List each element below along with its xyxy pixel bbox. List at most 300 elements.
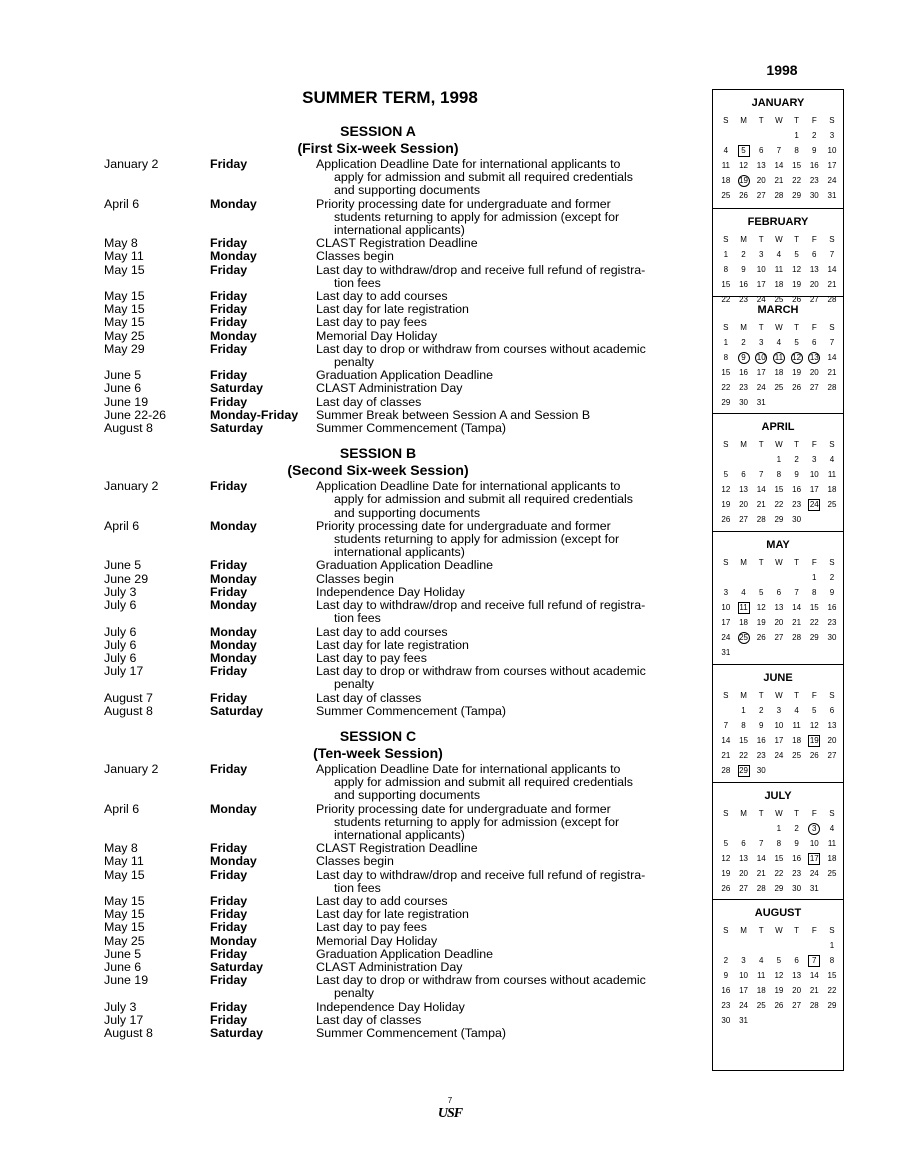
calendar-day-boxed: 24 — [809, 500, 819, 509]
event-weekday: Monday-Friday — [210, 407, 299, 422]
calendar-day: 14 — [721, 736, 731, 745]
calendar-month — [713, 90, 843, 208]
month-name: JANUARY — [751, 97, 805, 109]
calendar-day: 1 — [794, 131, 799, 140]
calendar-month — [713, 296, 843, 413]
event-date: May 8 — [104, 841, 138, 856]
calendar-month — [713, 208, 843, 304]
calendar-day-circled: 13 — [809, 353, 819, 362]
calendar-day: 3 — [758, 338, 764, 347]
event-date: April 6 — [104, 196, 140, 211]
calendar-day: 27 — [756, 191, 766, 200]
schedule-row — [104, 1027, 694, 1040]
calendar-day: 26 — [721, 515, 731, 524]
weekday-header: S — [829, 116, 835, 125]
weekday-header: S — [829, 926, 835, 935]
event-date: June 5 — [104, 558, 142, 573]
schedule-row — [104, 639, 694, 652]
empty-day — [805, 938, 823, 953]
weekday-header: T — [794, 558, 800, 567]
month-grid — [717, 232, 839, 307]
calendar-day: 30 — [721, 1016, 731, 1025]
calendar-day: 31 — [756, 398, 766, 407]
calendar-sidebar — [712, 89, 844, 1071]
month-grid — [717, 806, 839, 896]
calendar-day: 27 — [827, 751, 837, 760]
schedule-row — [104, 692, 694, 705]
calendar-day: 26 — [792, 383, 802, 392]
weekday-header: T — [758, 809, 764, 818]
schedule-row — [104, 948, 694, 961]
calendar-day: 30 — [792, 884, 802, 893]
schedule-row — [104, 842, 694, 855]
session-title: SESSION A — [340, 123, 416, 139]
calendar-day: 18 — [721, 176, 731, 185]
calendar-day: 11 — [774, 265, 784, 274]
calendar-day: 19 — [792, 280, 802, 289]
schedule-row — [104, 935, 694, 948]
event-description: Classes begin — [316, 571, 394, 586]
event-weekday: Friday — [210, 157, 248, 171]
weekday-header: M — [740, 440, 747, 449]
empty-day — [752, 128, 770, 143]
calendar-day: 23 — [739, 295, 748, 304]
weekday-header: W — [775, 116, 783, 125]
event-description: Application Deadline Date for international applicants to apply for admission and submit all required credentials and supporting documents — [316, 157, 633, 198]
event-description: Summer Break between Session A and Session B — [316, 407, 591, 422]
calendar-day: 13 — [792, 971, 802, 980]
calendar-day: 4 — [829, 455, 835, 464]
calendar-day: 22 — [721, 295, 731, 304]
event-weekday: Friday — [210, 973, 248, 988]
weekday-header: M — [740, 558, 747, 567]
event-description: Last day to pay fees — [316, 920, 427, 935]
empty-day — [735, 821, 753, 836]
calendar-day: 7 — [794, 588, 799, 597]
calendar-month — [713, 782, 843, 899]
schedule-row — [104, 330, 694, 343]
calendar-day: 3 — [723, 588, 729, 597]
event-date: June 5 — [104, 946, 142, 961]
empty-day — [735, 128, 753, 143]
weekday-header: T — [794, 440, 800, 449]
weekday-header: S — [829, 323, 835, 332]
event-weekday: Saturday — [210, 703, 264, 718]
calendar-day: 7 — [723, 721, 729, 730]
empty-day — [770, 938, 788, 953]
calendar-day: 16 — [792, 485, 802, 494]
calendar-day: 10 — [774, 721, 784, 730]
empty-day — [752, 821, 770, 836]
calendar-day: 23 — [792, 869, 802, 878]
schedule-row — [104, 422, 694, 435]
calendar-day: 20 — [792, 986, 802, 995]
calendar-day: 21 — [756, 500, 766, 509]
month-grid — [717, 113, 839, 203]
calendar-day: 12 — [774, 971, 784, 980]
calendar-day: 14 — [809, 971, 819, 980]
empty-day — [770, 570, 788, 585]
schedule-row — [104, 343, 694, 369]
event-date: May 15 — [104, 262, 145, 277]
calendar-day: 17 — [739, 986, 748, 995]
event-date: July 17 — [104, 664, 144, 679]
event-description: Last day to pay fees — [316, 650, 427, 665]
session-section — [104, 445, 694, 718]
calendar-day: 14 — [756, 854, 766, 863]
calendar-day: 19 — [774, 986, 784, 995]
event-description: Last day for late registration — [316, 302, 469, 317]
empty-day — [735, 938, 753, 953]
event-weekday: Monday — [210, 328, 257, 343]
calendar-day: 14 — [827, 353, 837, 362]
schedule-row — [104, 974, 694, 1000]
calendar-day-boxed: 17 — [809, 854, 819, 863]
event-date: May 8 — [104, 236, 138, 251]
calendar-day: 20 — [809, 280, 819, 289]
calendar-day: 6 — [741, 839, 746, 848]
calendar-day: 25 — [774, 383, 784, 392]
calendar-day: 4 — [794, 706, 799, 715]
schedule-row — [104, 559, 694, 572]
empty-day — [788, 570, 806, 585]
calendar-day-circled: 12 — [792, 353, 802, 362]
event-description: Summer Commencement (Tampa) — [316, 421, 507, 436]
schedule-row — [104, 855, 694, 868]
calendar-day-boxed: 29 — [739, 766, 748, 775]
event-weekday: Friday — [210, 664, 248, 679]
calendar-day-circled: 11 — [774, 353, 784, 362]
calendar-day: 27 — [792, 1001, 802, 1010]
calendar-day: 28 — [721, 766, 731, 775]
weekday-header: T — [794, 926, 800, 935]
weekday-header: S — [829, 235, 835, 244]
calendar-day: 14 — [756, 485, 766, 494]
calendar-day-circled: 19 — [739, 176, 748, 185]
calendar-day: 11 — [721, 161, 730, 170]
session-subtitle: (Ten-week Session) — [313, 744, 443, 761]
event-description: Graduation Application Deadline — [316, 558, 494, 573]
calendar-day: 9 — [829, 588, 835, 597]
calendar-day: 19 — [792, 368, 802, 377]
calendar-day: 26 — [809, 751, 819, 760]
calendar-day: 25 — [774, 295, 784, 304]
calendar-day: 9 — [794, 470, 799, 479]
calendar-month — [713, 899, 843, 1047]
calendar-day: 6 — [758, 146, 764, 155]
event-weekday: Saturday — [210, 381, 264, 396]
calendar-day: 5 — [794, 250, 799, 259]
schedule-row — [104, 921, 694, 934]
calendar-day: 29 — [774, 884, 784, 893]
event-weekday: Friday — [210, 867, 248, 882]
event-description: Last day to withdraw/drop and receive full refund of registra- tion fees — [316, 867, 646, 895]
weekday-header: T — [794, 809, 800, 818]
event-description: Graduation Application Deadline — [316, 368, 494, 383]
calendar-day: 30 — [809, 191, 819, 200]
calendar-day: 17 — [756, 368, 766, 377]
calendar-day: 6 — [776, 588, 782, 597]
event-description: Last day of classes — [316, 394, 422, 409]
calendar-day: 23 — [721, 1001, 731, 1010]
event-weekday: Friday — [210, 584, 248, 599]
calendar-day: 30 — [756, 766, 766, 775]
event-weekday: Monday — [210, 854, 257, 869]
calendar-day: 12 — [721, 854, 731, 863]
calendar-day: 2 — [758, 706, 764, 715]
calendar-day: 4 — [741, 588, 746, 597]
calendar-day: 8 — [776, 470, 782, 479]
schedule-row — [104, 1014, 694, 1027]
calendar-day: 12 — [792, 265, 802, 274]
calendar-day: 16 — [721, 986, 731, 995]
calendar-day: 16 — [739, 368, 748, 377]
calendar-day: 20 — [774, 618, 784, 627]
event-weekday: Monday — [210, 196, 257, 211]
event-description: Last day to add courses — [316, 893, 448, 908]
calendar-day: 7 — [829, 250, 835, 259]
calendar-day: 24 — [774, 751, 784, 760]
calendar-day: 15 — [721, 368, 731, 377]
calendar-day: 13 — [739, 854, 748, 863]
calendar-day: 5 — [794, 338, 799, 347]
event-description: Memorial Day Holiday — [316, 328, 438, 343]
calendar-day-boxed: 11 — [739, 603, 748, 612]
calendar-day: 17 — [809, 485, 819, 494]
calendar-day: 14 — [827, 265, 837, 274]
event-weekday: Monday — [210, 518, 257, 533]
calendar-day: 22 — [774, 869, 784, 878]
calendar-day: 10 — [739, 971, 748, 980]
event-weekday: Friday — [210, 761, 248, 776]
event-date: April 6 — [104, 518, 140, 533]
schedule-row — [104, 705, 694, 718]
calendar-day: 31 — [739, 1016, 748, 1025]
event-weekday: Monday — [210, 650, 257, 665]
calendar-day: 29 — [792, 191, 802, 200]
weekday-header: M — [740, 926, 747, 935]
weekday-header: T — [758, 116, 764, 125]
event-description: Graduation Application Deadline — [316, 946, 494, 961]
event-weekday: Friday — [210, 1012, 248, 1027]
calendar-day: 6 — [829, 706, 835, 715]
calendar-day: 18 — [774, 280, 784, 289]
page-year: 1998 — [766, 62, 798, 78]
calendar-day: 26 — [721, 884, 731, 893]
calendar-day: 20 — [739, 500, 748, 509]
calendar-day: 13 — [739, 485, 748, 494]
session-section — [104, 123, 694, 435]
schedule-row — [104, 480, 694, 520]
session-subtitle: (Second Six-week Session) — [287, 462, 469, 479]
calendar-day: 8 — [794, 146, 799, 155]
schedule-content — [104, 123, 694, 1040]
empty-day — [770, 128, 788, 143]
calendar-day: 1 — [741, 706, 746, 715]
event-description: Last day for late registration — [316, 637, 469, 652]
weekday-header: S — [829, 440, 835, 449]
schedule-row — [104, 1001, 694, 1014]
calendar-day: 15 — [809, 603, 819, 612]
calendar-day: 17 — [756, 280, 766, 289]
calendar-day: 27 — [809, 295, 819, 304]
calendar-day: 23 — [809, 176, 819, 185]
weekday-header: F — [811, 691, 817, 700]
calendar-day: 25 — [721, 191, 731, 200]
calendar-day: 10 — [827, 146, 837, 155]
calendar-day: 3 — [741, 956, 746, 965]
month-grid — [717, 320, 839, 410]
calendar-day: 5 — [776, 956, 782, 965]
event-weekday: Friday — [210, 262, 248, 277]
calendar-day: 6 — [812, 338, 817, 347]
calendar-day: 30 — [739, 398, 748, 407]
schedule-row — [104, 869, 694, 895]
weekday-header: F — [811, 235, 817, 244]
weekday-header: W — [775, 691, 783, 700]
event-weekday: Friday — [210, 690, 248, 705]
event-weekday: Friday — [210, 341, 248, 356]
event-weekday: Friday — [210, 841, 248, 856]
schedule-row — [104, 573, 694, 586]
empty-day — [717, 452, 735, 467]
month-name: MAY — [766, 539, 790, 551]
calendar-day: 27 — [809, 383, 819, 392]
calendar-day: 25 — [756, 1001, 766, 1010]
event-date: January 2 — [104, 761, 159, 776]
empty-day — [735, 452, 753, 467]
empty-day — [752, 938, 770, 953]
event-date: May 15 — [104, 920, 145, 935]
calendar-day: 3 — [758, 250, 764, 259]
schedule-row — [104, 382, 694, 395]
calendar-day: 1 — [829, 941, 835, 950]
event-weekday: Friday — [210, 394, 248, 409]
schedule-row — [104, 316, 694, 329]
calendar-day: 6 — [741, 470, 746, 479]
month-grid — [717, 437, 839, 527]
calendar-day: 17 — [827, 161, 837, 170]
empty-day — [717, 128, 735, 143]
event-description: Last day to withdraw/drop and receive full refund of registra- tion fees — [316, 598, 646, 626]
calendar-day: 2 — [741, 250, 746, 259]
weekday-header: S — [723, 809, 729, 818]
event-weekday: Monday — [210, 624, 257, 639]
weekday-header: T — [794, 323, 800, 332]
calendar-day: 23 — [756, 751, 766, 760]
weekday-header: M — [740, 116, 747, 125]
weekday-header: W — [775, 558, 783, 567]
event-weekday: Friday — [210, 315, 248, 330]
weekday-header: S — [723, 691, 729, 700]
calendar-day: 28 — [756, 515, 766, 524]
calendar-day: 3 — [829, 131, 835, 140]
calendar-day: 18 — [756, 986, 766, 995]
event-weekday: Friday — [210, 368, 248, 383]
calendar-day: 14 — [792, 603, 802, 612]
calendar-day: 20 — [827, 736, 837, 745]
calendar-day: 12 — [721, 485, 731, 494]
calendar-day: 23 — [792, 500, 802, 509]
calendar-day-boxed: 7 — [805, 953, 823, 968]
calendar-day: 5 — [758, 588, 764, 597]
calendar-day: 21 — [721, 751, 731, 760]
calendar-day: 16 — [809, 161, 819, 170]
calendar-day: 15 — [792, 161, 802, 170]
event-description: Application Deadline Date for international applicants to apply for admission and submit all required credentials and supporting documents — [316, 479, 633, 520]
calendar-day-boxed: 19 — [809, 736, 819, 745]
event-weekday: Friday — [210, 558, 248, 573]
event-description: Summer Commencement (Tampa) — [316, 703, 507, 718]
event-weekday: Friday — [210, 999, 248, 1014]
calendar-day: 6 — [794, 956, 799, 965]
month-grid — [717, 923, 839, 1028]
month-grid — [717, 688, 839, 778]
weekday-header: W — [775, 926, 783, 935]
event-date: August 8 — [104, 703, 153, 718]
calendar-day: 31 — [827, 191, 837, 200]
calendar-day: 17 — [774, 736, 784, 745]
weekday-header: T — [758, 926, 764, 935]
session-title: SESSION B — [339, 445, 417, 462]
event-weekday: Friday — [210, 289, 248, 304]
calendar-day: 26 — [756, 633, 766, 642]
event-description: Priority processing date for undergraduate and former students returning to apply for admission (except for international applicants) — [316, 801, 620, 842]
calendar-day: 28 — [827, 295, 837, 304]
weekday-header: S — [829, 691, 835, 700]
event-description: Last day to withdraw/drop and receive full refund of registra- tion fees — [316, 262, 646, 290]
calendar-day-circled: 10 — [756, 353, 766, 362]
calendar-day: 15 — [774, 854, 784, 863]
month-name: MARCH — [757, 304, 799, 316]
event-description: CLAST Administration Day — [316, 959, 463, 974]
weekday-header: M — [740, 235, 747, 244]
calendar-day: 23 — [827, 618, 837, 627]
month-name: JULY — [764, 790, 792, 802]
calendar-day: 8 — [723, 265, 729, 274]
schedule-row — [104, 626, 694, 639]
event-description: Last day to add courses — [316, 289, 448, 304]
calendar-day: 15 — [774, 485, 784, 494]
weekday-header: S — [723, 116, 729, 125]
event-date: June 22-26 — [104, 407, 167, 422]
weekday-header: F — [811, 558, 817, 567]
event-description: Summer Commencement (Tampa) — [316, 1025, 507, 1040]
schedule-row — [104, 198, 694, 238]
event-description: Last day to pay fees — [316, 315, 427, 330]
calendar-day: 8 — [812, 588, 817, 597]
calendar-day: 26 — [774, 1001, 784, 1010]
calendar-day: 4 — [829, 824, 835, 833]
schedule-row — [104, 599, 694, 625]
event-description: Last day to drop or withdraw from courses without academic penalty — [316, 341, 646, 370]
weekday-header: S — [723, 440, 729, 449]
event-date: May 15 — [104, 867, 145, 882]
calendar-day-circled: 9 — [735, 350, 753, 365]
calendar-day: 21 — [827, 280, 837, 289]
event-description: Last day to drop or withdraw from courses without academic penalty — [316, 664, 646, 692]
calendar-day: 8 — [829, 956, 835, 965]
weekday-header: T — [758, 440, 764, 449]
event-weekday: Monday — [210, 249, 257, 264]
event-date: June 29 — [104, 571, 149, 586]
calendar-day: 4 — [758, 956, 764, 965]
event-date: January 2 — [104, 479, 159, 494]
calendar-day: 10 — [721, 603, 731, 612]
weekday-header: F — [811, 926, 817, 935]
event-description: Priority processing date for undergraduate and former students returning to apply for admission (except for international applicants) — [316, 518, 620, 560]
calendar-day: 23 — [739, 383, 748, 392]
